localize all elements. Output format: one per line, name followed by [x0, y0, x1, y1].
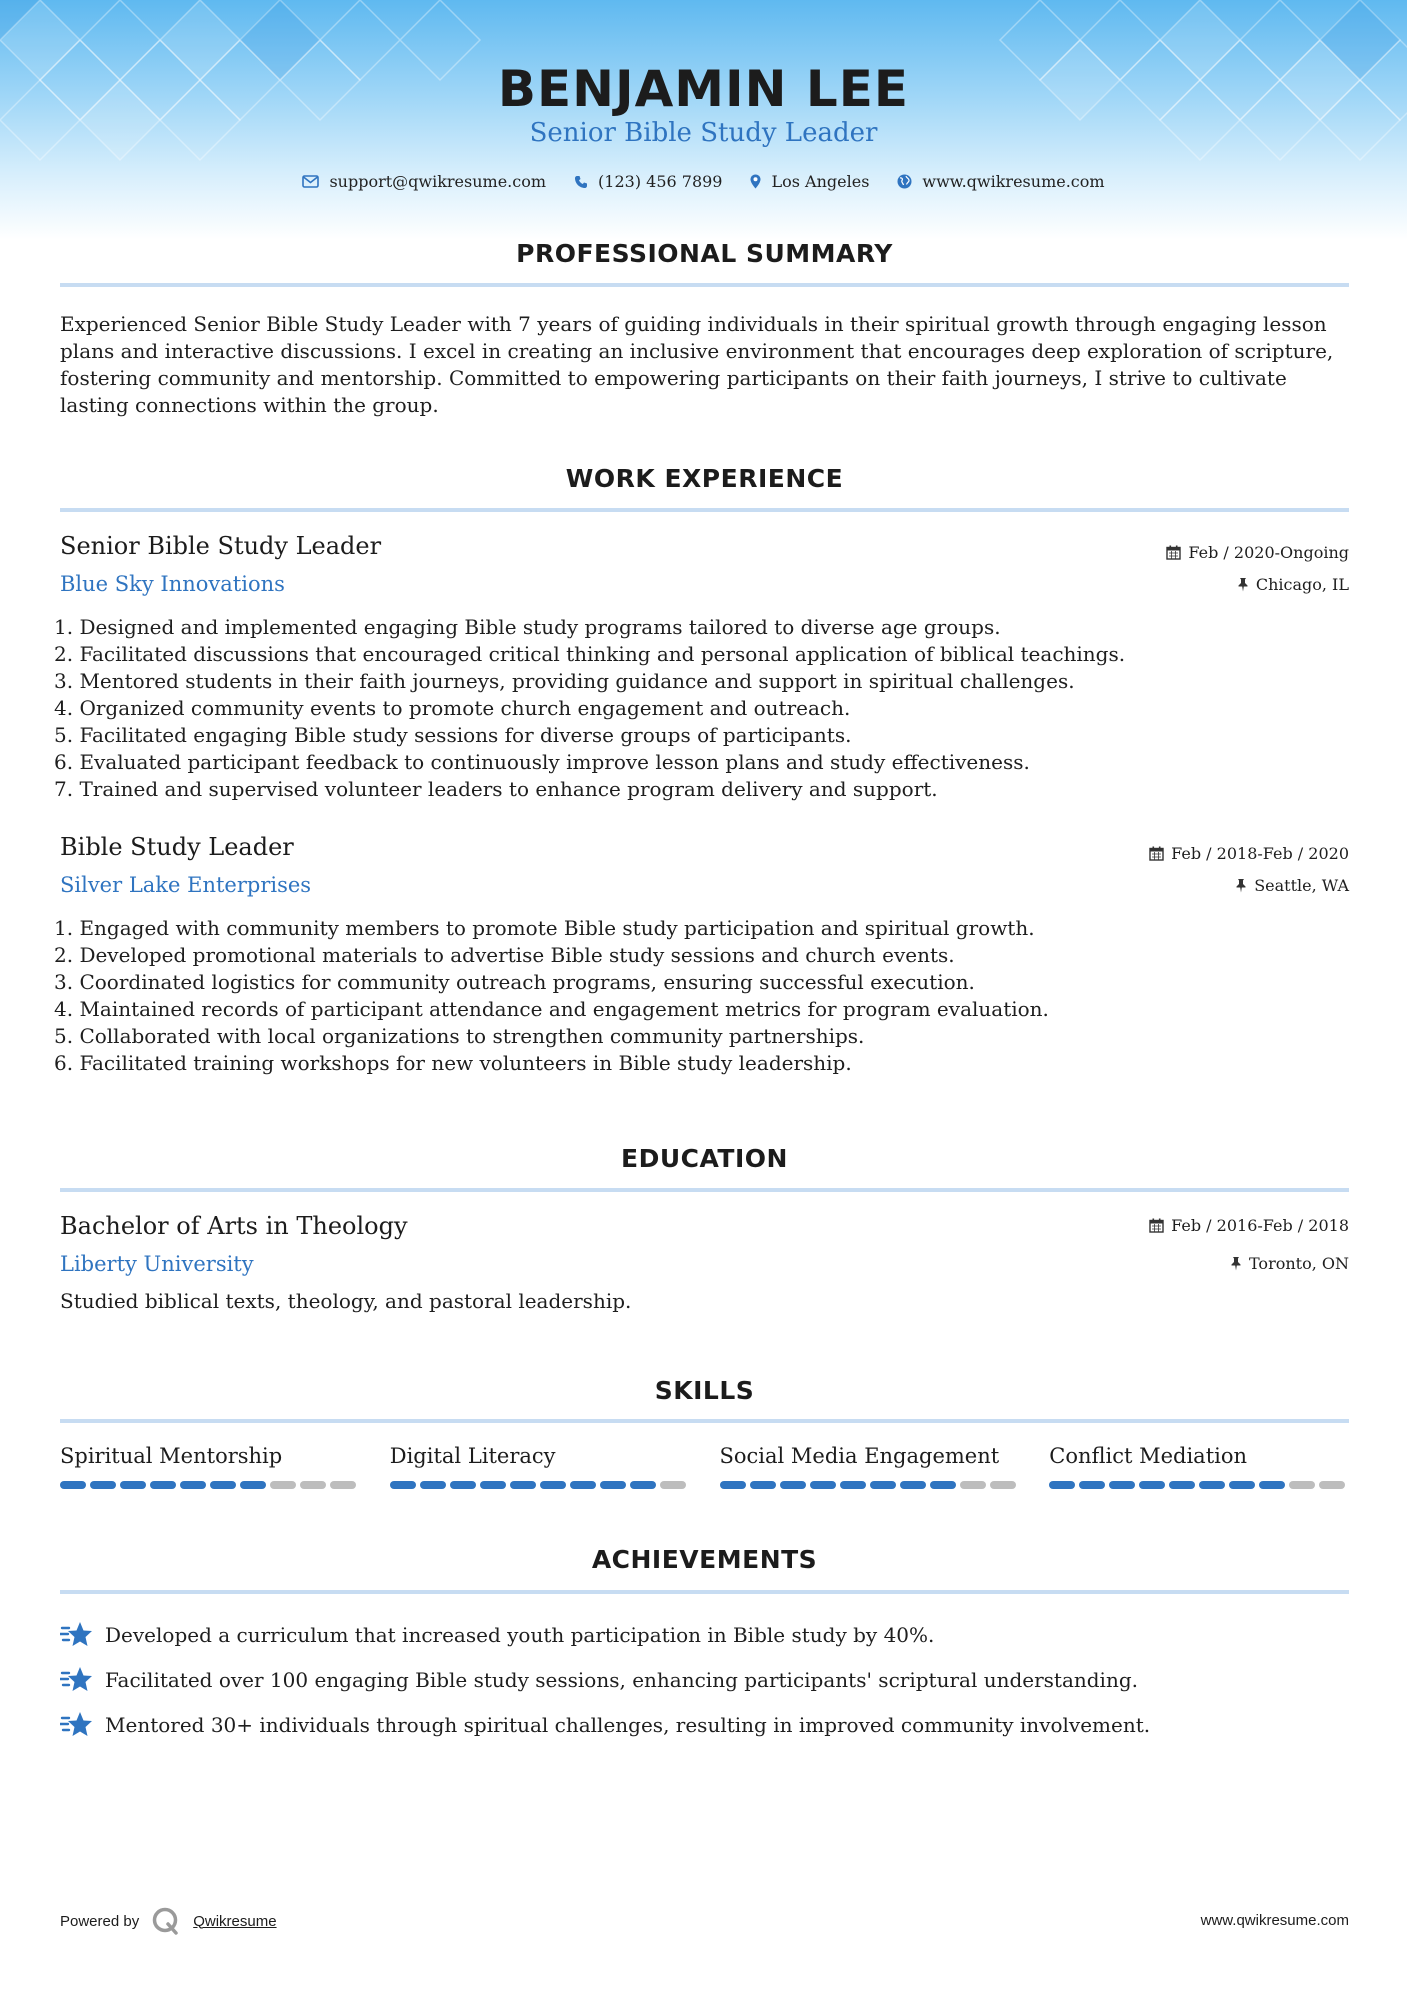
- achievement-text: Developed a curriculum that increased youth participation in Bible study by 40%.: [105, 1622, 935, 1647]
- candidate-role: Senior Bible Study Leader: [529, 118, 878, 148]
- skill-segment-filled: [420, 1481, 446, 1489]
- skill-segment-filled: [210, 1481, 236, 1489]
- skill-segment-empty: [300, 1481, 326, 1489]
- skill-segment-filled: [480, 1481, 506, 1489]
- phone-icon: [574, 175, 588, 189]
- skill-level-bar: [390, 1481, 690, 1489]
- skill-item: [1049, 1444, 1349, 1489]
- job-dates-text: Feb / 2018-Feb / 2020: [1171, 844, 1349, 863]
- skill-segment-filled: [570, 1481, 596, 1489]
- skill-segment-filled: [60, 1481, 86, 1489]
- skill-segment-filled: [1199, 1481, 1225, 1489]
- skill-segment-filled: [840, 1481, 866, 1489]
- school-name: Liberty University: [60, 1252, 254, 1276]
- calendar-icon: [1149, 1218, 1164, 1233]
- job-dates: [1149, 844, 1349, 863]
- skill-segment-filled: [1139, 1481, 1165, 1489]
- achievements-list: [60, 1612, 1349, 1747]
- skill-segment-filled: [180, 1481, 206, 1489]
- pushpin-icon: [1235, 878, 1247, 893]
- footer-website[interactable]: www.qwikresume.com: [1200, 1912, 1349, 1929]
- list-item: [60, 1702, 1349, 1747]
- education-divider: [60, 1188, 1349, 1192]
- summary-heading: PROFESSIONAL SUMMARY: [516, 239, 893, 268]
- list-item: 3. Mentored students in their faith journeys, providing guidance and support in spiritual challenges.: [54, 669, 1075, 693]
- job-location-text: Seattle, WA: [1254, 876, 1349, 895]
- education-dates-text: Feb / 2016-Feb / 2018: [1171, 1216, 1349, 1235]
- skill-segment-filled: [150, 1481, 176, 1489]
- skill-segment-filled: [240, 1481, 266, 1489]
- skills-divider: [60, 1419, 1349, 1423]
- star-icon: [60, 1665, 92, 1695]
- summary-text: Experienced Senior Bible Study Leader with 7 years of guiding individuals in their spiritual growth through engaging lesson plans and interactive discussions. I excel in creating an inclusive environment that encourages deep exploration of scripture, fostering community and mentorship. Committed to empowering participants on their faith journeys, I strive to cultivate lasting connections within the group.: [60, 312, 1334, 417]
- job-location: [1237, 575, 1349, 594]
- skill-segment-filled: [870, 1481, 896, 1489]
- skill-name: Conflict Mediation: [1049, 1444, 1248, 1468]
- calendar-icon: [1166, 545, 1181, 560]
- contact-info: [0, 172, 1407, 191]
- skill-level-bar: [1049, 1481, 1349, 1489]
- skill-item: [60, 1444, 360, 1489]
- education-description: Studied biblical texts, theology, and pastoral leadership.: [60, 1289, 632, 1313]
- list-item: 4. Maintained records of participant attendance and engagement metrics for program evaluation.: [54, 997, 1049, 1021]
- skill-segment-filled: [1109, 1481, 1135, 1489]
- education-heading: EDUCATION: [621, 1144, 788, 1173]
- list-item: [60, 1657, 1349, 1702]
- job-location: [1235, 876, 1349, 895]
- skill-segment-filled: [1169, 1481, 1195, 1489]
- skill-segment-empty: [660, 1481, 686, 1489]
- experience-heading: WORK EXPERIENCE: [565, 464, 844, 493]
- star-icon: [60, 1620, 92, 1650]
- pushpin-icon: [1230, 1256, 1242, 1271]
- education-location: [1230, 1254, 1349, 1273]
- job-responsibilities: [54, 915, 1344, 1077]
- skill-segment-filled: [90, 1481, 116, 1489]
- skill-segment-empty: [990, 1481, 1016, 1489]
- contact-location-text: Los Angeles: [771, 172, 870, 191]
- skill-segment-empty: [1319, 1481, 1345, 1489]
- education-dates: [1149, 1216, 1349, 1235]
- star-icon: [60, 1710, 92, 1740]
- skill-segment-filled: [540, 1481, 566, 1489]
- skill-segment-empty: [1289, 1481, 1315, 1489]
- job-location-text: Chicago, IL: [1255, 575, 1349, 594]
- skills-heading: SKILLS: [654, 1376, 755, 1405]
- footer: [60, 1903, 1349, 1939]
- achievement-text: Facilitated over 100 engaging Bible study sessions, enhancing participants' scriptural understanding.: [105, 1667, 1138, 1692]
- skill-name: Social Media Engagement: [719, 1444, 1000, 1468]
- skill-segment-filled: [810, 1481, 836, 1489]
- education-location-text: Toronto, ON: [1249, 1254, 1349, 1273]
- list-item: [60, 1612, 1349, 1657]
- qwikresume-link[interactable]: Qwikresume: [193, 1912, 277, 1930]
- skill-segment-filled: [1079, 1481, 1105, 1489]
- skill-segment-empty: [270, 1481, 296, 1489]
- skill-segment-filled: [450, 1481, 476, 1489]
- job-dates-text: Feb / 2020-Ongoing: [1188, 543, 1349, 562]
- skill-segment-empty: [960, 1481, 986, 1489]
- job-responsibilities: [54, 614, 1344, 803]
- calendar-icon: [1149, 846, 1164, 861]
- skill-segment-filled: [900, 1481, 926, 1489]
- pushpin-icon: [1237, 577, 1249, 592]
- list-item: 4. Organized community events to promote church engagement and outreach.: [54, 696, 851, 720]
- contact-location: [750, 172, 869, 191]
- contact-phone[interactable]: [574, 172, 722, 191]
- skill-segment-filled: [1229, 1481, 1255, 1489]
- skill-item: [390, 1444, 690, 1489]
- list-item: 5. Facilitated engaging Bible study sessions for diverse groups of participants.: [54, 723, 852, 747]
- powered-by-label: Powered by: [60, 1912, 140, 1930]
- skill-segment-filled: [390, 1481, 416, 1489]
- skill-level-bar: [60, 1481, 360, 1489]
- candidate-name: BENJAMIN LEE: [497, 60, 910, 118]
- list-item: 6. Facilitated training workshops for new volunteers in Bible study leadership.: [54, 1051, 852, 1075]
- list-item: 2. Facilitated discussions that encouraged critical thinking and personal application of biblical teachings.: [54, 642, 1126, 666]
- contact-email[interactable]: [302, 172, 546, 191]
- skills-list: [60, 1444, 1349, 1489]
- list-item: 1. Designed and implemented engaging Bible study programs tailored to diverse age groups.: [54, 615, 1001, 639]
- list-item: 3. Coordinated logistics for community outreach programs, ensuring successful execution.: [54, 970, 975, 994]
- contact-website-text: www.qwikresume.com: [922, 172, 1105, 191]
- skill-segment-filled: [510, 1481, 536, 1489]
- skill-segment-filled: [780, 1481, 806, 1489]
- skill-name: Digital Literacy: [389, 1444, 556, 1468]
- skill-segment-filled: [750, 1481, 776, 1489]
- skill-segment-filled: [630, 1481, 656, 1489]
- qwikresume-logo-icon: [151, 1906, 181, 1936]
- skill-segment-empty: [330, 1481, 356, 1489]
- degree-title: Bachelor of Arts in Theology: [60, 1212, 408, 1240]
- skill-segment-filled: [930, 1481, 956, 1489]
- list-item: 5. Collaborated with local organizations to strengthen community partnerships.: [54, 1024, 865, 1048]
- globe-icon: [897, 174, 912, 189]
- contact-website[interactable]: [897, 172, 1104, 191]
- envelope-icon: [302, 175, 319, 188]
- list-item: 2. Developed promotional materials to advertise Bible study sessions and church events.: [54, 943, 955, 967]
- company-name: Silver Lake Enterprises: [60, 873, 312, 897]
- achievement-text: Mentored 30+ individuals through spiritual challenges, resulting in improved community involvement.: [105, 1712, 1151, 1737]
- map-pin-icon: [750, 174, 761, 189]
- contact-email-text: support@qwikresume.com: [329, 172, 547, 191]
- skill-level-bar: [720, 1481, 1020, 1489]
- list-item: 7. Trained and supervised volunteer leaders to enhance program delivery and support.: [54, 777, 938, 801]
- job-title: Senior Bible Study Leader: [60, 532, 382, 560]
- skill-item: [720, 1444, 1020, 1489]
- skill-segment-filled: [600, 1481, 626, 1489]
- company-name: Blue Sky Innovations: [60, 572, 285, 596]
- experience-divider: [60, 508, 1349, 512]
- skill-name: Spiritual Mentorship: [60, 1444, 283, 1468]
- job-dates: [1166, 543, 1349, 562]
- achievements-divider: [60, 1590, 1349, 1594]
- list-item: 6. Evaluated participant feedback to continuously improve lesson plans and study effectiveness.: [54, 750, 1030, 774]
- summary-divider: [60, 283, 1349, 287]
- list-item: 1. Engaged with community members to promote Bible study participation and spiritual growth.: [54, 916, 1035, 940]
- skill-segment-filled: [1259, 1481, 1285, 1489]
- achievements-heading: ACHIEVEMENTS: [591, 1545, 818, 1574]
- skill-segment-filled: [1049, 1481, 1075, 1489]
- job-title: Bible Study Leader: [60, 833, 294, 861]
- contact-phone-text: (123) 456 7899: [598, 172, 723, 191]
- skill-segment-filled: [720, 1481, 746, 1489]
- powered-by: [60, 1903, 277, 1939]
- skill-segment-filled: [120, 1481, 146, 1489]
